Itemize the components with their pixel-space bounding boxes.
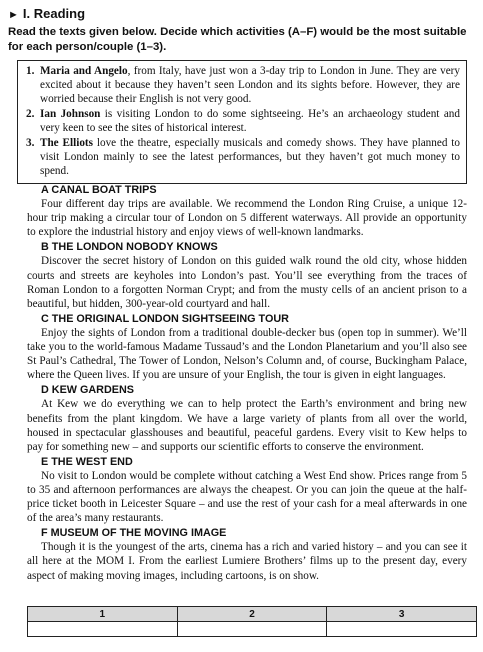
person-item: [26, 64, 460, 106]
activity-title-f: F MUSEUM OF THE MOVING IMAGE: [41, 527, 227, 540]
person-name: The Elliots: [40, 137, 93, 149]
answer-cell-1[interactable]: [28, 622, 178, 637]
activity-text-a: Four different day trips are available. We recommend the London Ring Cruise, a unique 12-hour trip making a circular tour of London on 5 different waterways. All provide an opportunity to explore the industrial history and enjoy views of well-known landmarks.: [27, 198, 467, 239]
activities-list: [27, 183, 467, 584]
person-item: [26, 136, 460, 178]
activity-title-c: C THE ORIGINAL LONDON SIGHTSEEING TOUR: [41, 312, 289, 325]
answer-table: [27, 606, 477, 637]
section-title: I. Reading: [22, 6, 86, 21]
person-description: love the theatre, especially musicals and comedy shows. They have planned to visit London mainly to see the latest performances, but they haven’t got much money to spend.: [40, 137, 460, 177]
persons-box: [17, 60, 467, 184]
person-description: is visiting London to do some sightseeing. He’s an archaeology student and very keen to see the sites of historical interest.: [40, 108, 460, 134]
activity-text-b: Discover the secret history of London on this guided walk round the old city, whose hidden courts and streets are keyholes into London’s past. You’ll see everything from the traces of Roman London to a forgotten Norman Crypt; and from the musty cells of an ancient prison to a beautiful, but hidden, 300-year-old courtyard and hall.: [27, 255, 467, 310]
play-arrow-icon: ►: [8, 9, 19, 21]
answer-header-3: 3: [327, 607, 477, 622]
answer-cell-3[interactable]: [327, 622, 477, 637]
person-number: 1.: [26, 65, 35, 77]
activity-title-a: A CANAL BOAT TRIPS: [41, 184, 157, 196]
activity-title-b: B THE LONDON NOBODY KNOWS: [41, 241, 218, 254]
activity-title-e: E THE WEST END: [41, 455, 133, 468]
activity-text-f: Though it is the youngest of the arts, cinema has a rich and varied history – and you can see it all here at the MOM I. From the earliest Lumiere Brothers’ films up to the present day, every aspect of making moving images, including cartoons, is on show.: [27, 541, 467, 582]
answer-header-2: 2: [177, 607, 327, 622]
person-number: 3.: [26, 137, 35, 149]
activity-text-e: No visit to London would be complete without catching a West End show. Prices range from 5 to 35 and afternoon performances are always the cheapest. Or you can join the queue at the half-price ticket booth in Leicester Square – and use the rest of your cash for a meal afterwards in one of the area’s many restaurants.: [27, 469, 467, 525]
answer-table-header-row: [28, 607, 477, 622]
activity-title-d: D KEW GARDENS: [41, 384, 134, 397]
task-instruction: Read the texts given below. Decide which activities (A–F) would be the most suitable for each person/couple (1–3).: [8, 26, 467, 53]
answer-table-row: [28, 622, 477, 637]
person-description: , from Italy, have just won a 3-day trip to London in June. They are very excited about it because they haven’t seen London and its sights before. However, they are worried because their English is not very good.: [40, 65, 460, 105]
section-heading: [8, 6, 85, 23]
activity-text-d: At Kew we do everything we can to help protect the Earth’s environment and bring new benefits from the plant kingdom. We have a large variety of plants from all over the world, housed in spectacular glasshouses and beautiful, peaceful gardens. Every visit to Kew helps to pay for something new – and supports our scientific efforts to conserve the environment.: [27, 398, 467, 453]
person-item: [26, 107, 460, 135]
answer-header-1: 1: [28, 607, 178, 622]
person-name: Maria and Angelo: [40, 65, 128, 77]
person-number: 2.: [26, 108, 35, 120]
answer-cell-2[interactable]: [177, 622, 327, 637]
person-name: Ian Johnson: [40, 108, 101, 120]
activity-text-c: Enjoy the sights of London from a traditional double-decker bus (open top in summer). We’ll take you to the world-famous Madame Tussaud’s and the London Planetarium and you’ll also see St Paul’s Cathedral, The Tower of London, Nelson’s Column and, of course, Buckingham Palace, where the Queen lives. If you are unsure of your English, the tour is given in eight languages.: [27, 326, 467, 382]
